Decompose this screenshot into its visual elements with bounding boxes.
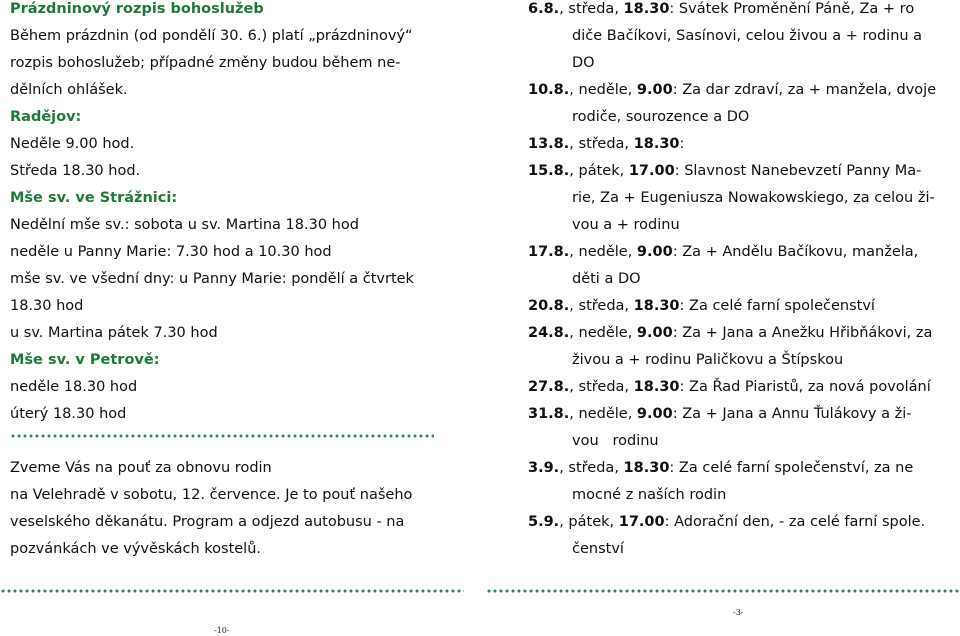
dotted-divider (486, 589, 960, 593)
radejov-line: Neděle 9.00 hod. (10, 136, 135, 152)
entry-line: 17.8., neděle, 9.00: Za + Andělu Bačíkovu, manžela, (528, 244, 919, 260)
entry-line: 6.8., středa, 18.30: Svátek Proměnění Páně, Za + ro (528, 1, 915, 17)
page-number: -3- (733, 608, 744, 617)
pout-line: na Velehradě v sobotu, 12. července. Je to pouť našeho (10, 487, 413, 503)
straznice-line: neděle u Panny Marie: 7.30 hod a 10.30 hod (10, 244, 332, 260)
entry-line: 31.8., neděle, 9.00: Za + Jana a Annu Ťulákovy a ži- (528, 406, 912, 422)
petrov-line: neděle 18.30 hod (10, 379, 138, 395)
entry-line: 20.8., středa, 18.30: Za celé farní společenství (528, 298, 875, 314)
entry-cont: rodiče, sourozence a DO (572, 109, 750, 125)
intro-line: Během prázdnin (od pondělí 30. 6.) platí „prázdninový“ (10, 28, 413, 44)
entry-line: 13.8., středa, 18.30: (528, 136, 685, 152)
entry-line: 3.9., středa, 18.30: Za celé farní společenství, za ne (528, 460, 914, 476)
entry-line: 27.8., středa, 18.30: Za Řad Piaristů, za nová povolání (528, 379, 931, 395)
straznice-line: 18.30 hod (10, 298, 84, 314)
entry-line: 10.8., neděle, 9.00: Za dar zdraví, za + manžela, dvoje (528, 82, 937, 98)
pout-line: pozvánkách ve vývěskách kostelů. (10, 541, 262, 557)
straznice-line: u sv. Martina pátek 7.30 hod (10, 325, 218, 341)
entry-cont: vou rodinu (572, 433, 659, 449)
entry-cont: vou a + rodinu (572, 217, 680, 233)
straznice-line: mše sv. ve všední dny: u Panny Marie: pondělí a čtvrtek (10, 271, 414, 287)
entry-cont: rie, Za + Eugeniusza Nowakowskiego, za celou ži- (572, 190, 935, 206)
entry-cont: živou a + rodinu Paličkovu a Štípskou (572, 352, 844, 368)
page-title: Prázdninový rozpis bohoslužeb (10, 1, 264, 17)
radejov-heading: Radějov: (10, 109, 82, 125)
dotted-divider (10, 434, 434, 438)
petrov-heading: Mše sv. v Petrově: (10, 352, 160, 368)
straznice-line: Nedělní mše sv.: sobota u sv. Martina 18.30 hod (10, 217, 359, 233)
intro-line: dělních ohlášek. (10, 82, 128, 98)
entry-line: 15.8., pátek, 17.00: Slavnost Nanebevzetí Panny Ma- (528, 163, 922, 179)
intro-line: rozpis bohoslužeb; případné změny budou během ne- (10, 55, 401, 71)
entry-cont: mocné z naších rodin (572, 487, 727, 503)
dotted-divider (0, 589, 464, 593)
entry-line: 24.8., neděle, 9.00: Za + Jana a Anežku Hřibňákovi, za (528, 325, 933, 341)
entry-cont: čenství (572, 541, 624, 557)
straznice-heading: Mše sv. ve Strážnici: (10, 190, 178, 206)
radejov-line: Středa 18.30 hod. (10, 163, 141, 179)
pout-line: Zveme Vás na pouť za obnovu rodin (10, 460, 272, 476)
entry-cont: děti a DO (572, 271, 641, 287)
entry-cont: DO (572, 55, 595, 71)
petrov-line: úterý 18.30 hod (10, 406, 127, 422)
page-number: -10- (214, 626, 230, 635)
pout-line: veselského děkanátu. Program a odjezd autobusu - na (10, 514, 405, 530)
entry-cont: diče Bačíkovi, Sasínovi, celou živou a + rodinu a (572, 28, 923, 44)
entry-line: 5.9., pátek, 17.00: Adorační den, - za celé farní spole. (528, 514, 926, 530)
